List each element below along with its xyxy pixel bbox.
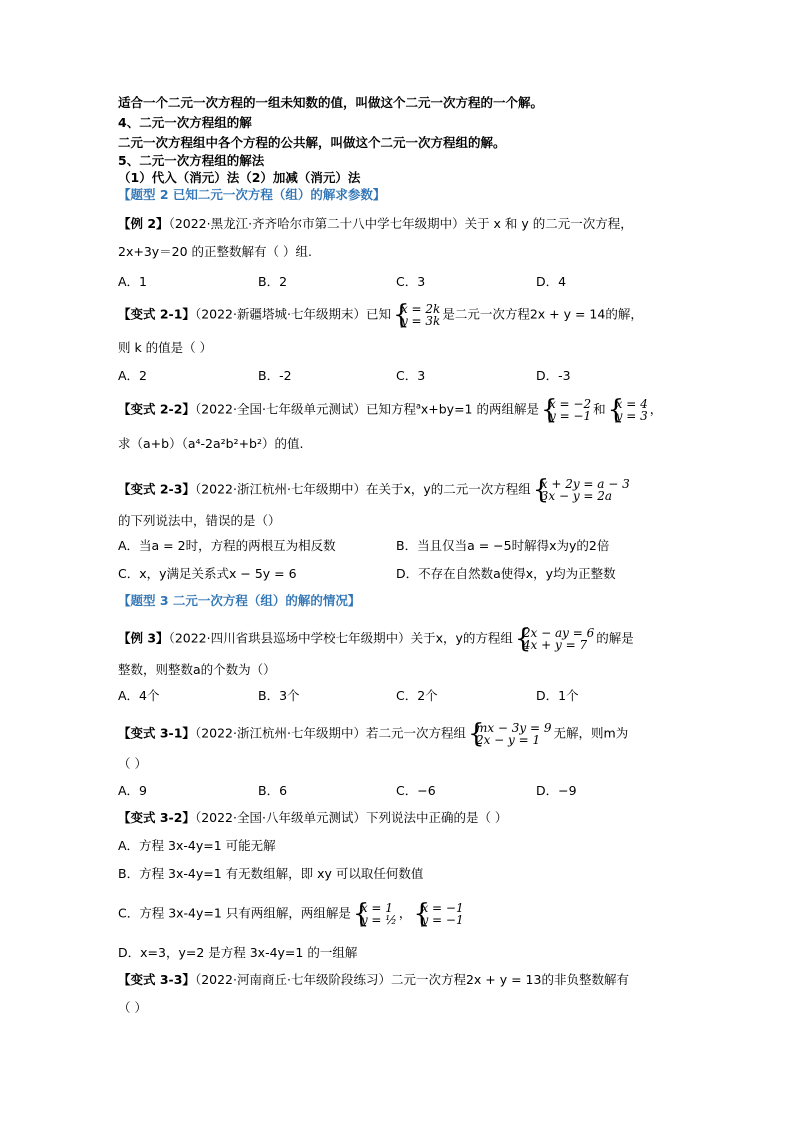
ex3-option-c: C．2个 [396, 688, 438, 703]
v23-row-2: 3x − y = 2a [540, 489, 613, 503]
v33-text-1: （2022·河南商丘·七年级阶段练习）二元一次方程2x + y = 13的非负整数解有 [194, 972, 629, 987]
ex2-option-c: C．3 [396, 274, 426, 289]
ex2-text-2: 2x+3y＝20 的正整数解有（ ）组. [118, 244, 313, 259]
v22-text-2: x+by=1 的两组解是 [420, 401, 539, 417]
v23-option-c: C．x，y满足关系式x − 5y = 6 [118, 566, 297, 581]
v32-separator: ， [398, 905, 412, 921]
v32-option-d: D．x=3，y=2 是方程 3x-4y=1 的一组解 [118, 945, 358, 960]
ex3-line-1 [118, 624, 634, 654]
v31-text-3: （ ） [118, 756, 147, 771]
v31-tag: 【变式 3-1】 [118, 725, 195, 741]
ex2-text-1: （2022·黑龙江·齐齐哈尔市第二十八中学七年级期中）关于 x 和 y 的二元一次方程， [168, 216, 633, 231]
ex2-option-d: D．4 [536, 274, 567, 289]
v23-option-b: B．当且仅当a = −5时解得x为y的2倍 [396, 538, 610, 553]
intro-line-1: 适合一个二元一次方程的一组未知数的值，叫做这个二元一次方程的一个解。 [118, 95, 544, 110]
v22-fraction: a [415, 401, 421, 411]
v21-text-3: 则 k 的值是（ ） [118, 340, 213, 355]
v22-row-3: x = 4 [615, 397, 648, 411]
v23-row-1: x + 2y = a − 3 [540, 477, 630, 491]
v21-option-d: D．-3 [536, 368, 571, 383]
heading-5: 5、二元一次方程组的解法 [118, 153, 265, 168]
v32-option-c [118, 899, 466, 929]
v21-option-b: B．-2 [258, 368, 292, 383]
v32-system-1: { x = 1 y = ½ [352, 899, 397, 929]
v33-tag: 【变式 3-3】 [118, 972, 195, 987]
ex3-tag: 【例 3】 [118, 630, 169, 646]
v21-text-1: （2022·新疆塔城·七年级期末）已知 [194, 306, 391, 322]
type2-title: 【题型 2 已知二元一次方程（组）的解求参数】 [118, 187, 386, 202]
ex3-option-b: B．3个 [258, 688, 300, 703]
v31-option-d: D．−9 [536, 783, 577, 798]
v31-line-1 [118, 719, 629, 749]
ex2-option-a: A．1 [118, 274, 148, 289]
type3-title: 【题型 3 二元一次方程（组）的解的情况】 [118, 593, 361, 608]
ex3-option-a: A．4个 [118, 688, 160, 703]
ex3-text-2: 的解是 [596, 630, 634, 646]
v21-option-a: A．2 [118, 368, 148, 383]
v21-row-2: y = 3k [400, 314, 441, 328]
ex3-option-d: D．1个 [536, 688, 579, 703]
v22-system-1: { x = −2 y = −1 [540, 395, 592, 425]
intro-line-2: 二元一次方程组中各个方程的公共解，叫做这个二元一次方程组的解。 [118, 135, 506, 150]
v31-option-b: B．6 [258, 783, 288, 798]
ex3-row-2: 4x + y = 7 [522, 638, 588, 652]
v32-option-b: B．方程 3x-4y=1 有无数组解，即 xy 可以取任何数值 [118, 866, 424, 881]
v31-row-2: 2x − y = 1 [475, 733, 541, 747]
ex2-option-b: B．2 [258, 274, 288, 289]
heading-4: 4、二元一次方程组的解 [118, 115, 252, 130]
v22-and: 和 [593, 401, 606, 417]
v22-tail: ， [649, 401, 663, 417]
v21-option-c: C．3 [396, 368, 426, 383]
v33-text-2: （ ） [118, 1000, 147, 1015]
ex3-row-1: 2x − ay = 6 [522, 626, 595, 640]
v21-text-2: 是二元一次方程2x + y = 14的解， [442, 306, 643, 322]
v33-line-1 [118, 972, 629, 988]
intro-line-3: （1）代入（消元）法（2）加减（消元）法 [118, 170, 361, 185]
v31-option-c: C．−6 [396, 783, 436, 798]
v23-tag: 【变式 2-3】 [118, 481, 195, 497]
ex3-text-3: 整数，则整数a的个数为（） [118, 662, 276, 677]
v22-row-4: y = 3 [615, 409, 648, 423]
v32-option-c-text: C．方程 3x-4y=1 只有两组解，两组解是 [118, 905, 351, 921]
v32-option-a: A．方程 3x-4y=1 可能无解 [118, 838, 276, 853]
ex3-system: { 2x − ay = 6 4x + y = 7 [514, 624, 595, 654]
v32-row-2: y = ½ [360, 913, 397, 927]
v32-row-1: x = 1 [360, 901, 393, 915]
v23-option-d: D．不存在自然数a使得x，y均为正整数 [396, 566, 616, 581]
v23-system: { x + 2y = a − 3 3x − y = 2a [532, 475, 630, 505]
v31-system: { mx − 3y = 9 2x − y = 1 [467, 719, 552, 749]
v21-tag: 【变式 2-1】 [118, 306, 195, 322]
v22-row-1: x = −2 [548, 397, 592, 411]
v31-text-2: 无解，则m为 [553, 725, 629, 741]
v22-tag: 【变式 2-2】 [118, 401, 195, 417]
v21-row-1: x = 2k [400, 302, 441, 316]
v22-system-2: { x = 4 y = 3 [607, 395, 648, 425]
ex3-text-1: （2022·四川省珙县巡场中学校七年级期中）关于x，y的方程组 [168, 630, 513, 646]
v32-tag: 【变式 3-2】 [118, 810, 195, 825]
ex2-tag: 【例 2】 [118, 216, 169, 231]
v22-line-1 [118, 395, 663, 425]
v23-text-2: 的下列说法中，错误的是（） [118, 513, 281, 528]
v21-system: { x = 2k y = 3k [392, 300, 441, 330]
v23-text-1: （2022·浙江杭州·七年级期中）在关于x，y的二元一次方程组 [194, 481, 531, 497]
v31-option-a: A．9 [118, 783, 148, 798]
v32-row-4: y = −1 [421, 913, 464, 927]
v22-row-2: y = −1 [548, 409, 592, 423]
v22-text-1: （2022·全国·七年级单元测试）已知方程 [194, 401, 416, 417]
v23-line-1 [118, 475, 632, 505]
v22-text-3: 求（a+b）（a⁴-2a²b²+b²）的值. [118, 436, 304, 451]
v32-system-2: { x = −1 y = −1 [413, 899, 464, 929]
v31-text-1: （2022·浙江杭州·七年级期中）若二元一次方程组 [194, 725, 466, 741]
v23-option-a: A．当a = 2时，方程的两根互为相反数 [118, 538, 336, 553]
v32-text-1: （2022·全国·八年级单元测试）下列说法中正确的是（ ） [194, 810, 508, 825]
v31-row-1: mx − 3y = 9 [475, 721, 552, 735]
v32-row-3: x = −1 [421, 901, 464, 915]
v32-line-1 [118, 810, 507, 826]
ex2-line-1 [118, 216, 633, 232]
v21-line-1 [118, 300, 643, 330]
